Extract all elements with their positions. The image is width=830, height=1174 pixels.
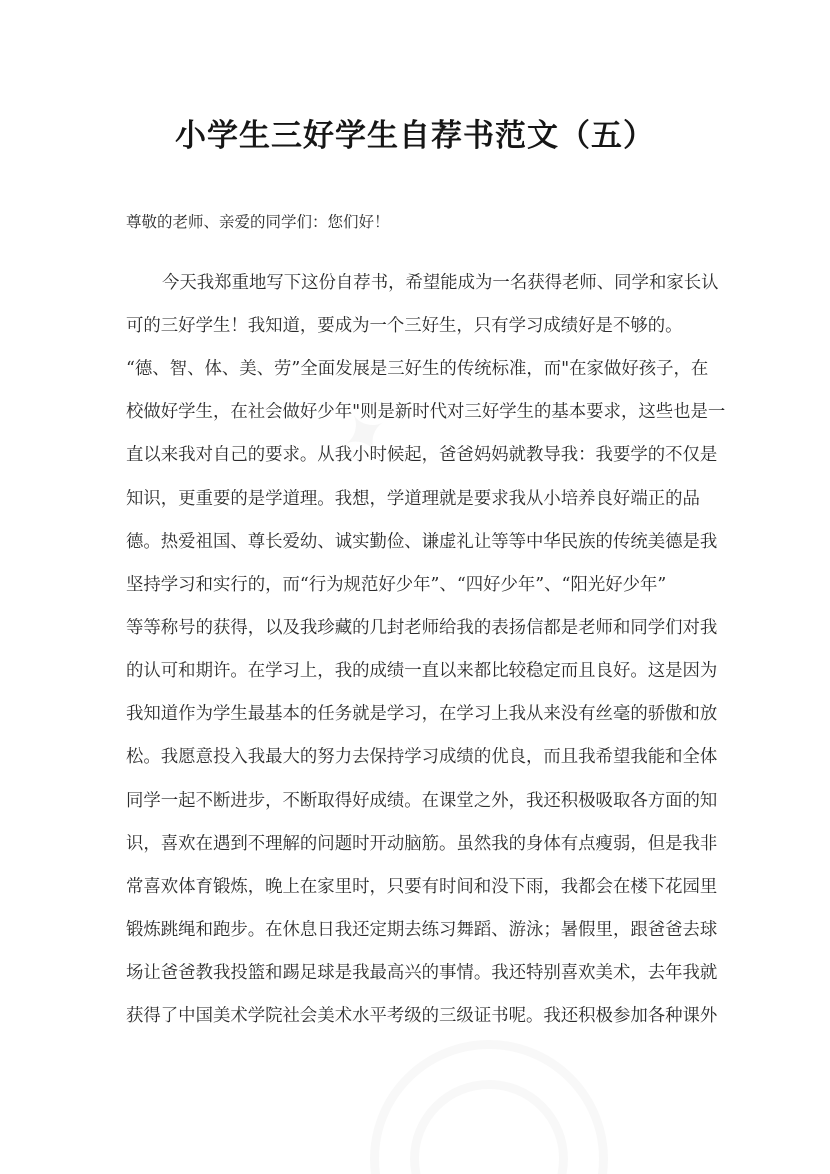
body-line: 松。我愿意投入我最大的努力去保持学习成绩的优良，而且我希望我能和全体 <box>126 747 718 767</box>
greeting-line: 尊敬的老师、亲爱的同学们：您们好！ <box>126 213 390 231</box>
body-line: 直以来我对自己的要求。从我小时候起，爸爸妈妈就教导我：我要学的不仅是 <box>126 445 718 465</box>
body-line: 锻炼跳绳和跑步。在休息日我还定期去练习舞蹈、游泳；暑假里，跟爸爸去球 <box>126 920 718 940</box>
body-line: 等等称号的获得，以及我珍藏的几封老师给我的表扬信都是老师和同学们对我 <box>126 618 718 638</box>
body-line: 的认可和期许。在学习上，我的成绩一直以来都比较稳定而且良好。这是因为 <box>126 661 718 681</box>
body-line: 校做好学生，在社会做好少年"则是新时代对三好学生的基本要求，这些也是一 <box>126 402 726 422</box>
body-line: “德、智、体、美、劳”全面发展是三好生的传统标准，而"在家做好孩子，在 <box>126 359 709 379</box>
body-line: 德。热爱祖国、尊长爱幼、诚实勤俭、谦虚礼让等等中华民族的传统美德是我 <box>126 532 718 552</box>
body-line: 今天我郑重地写下这份自荐书，希望能成为一名获得老师、同学和家长认 <box>162 273 719 293</box>
document-title: 小学生三好学生自荐书范文（五） <box>175 118 655 154</box>
watermark-seal <box>370 1040 610 1174</box>
body-line: 可的三好学生！我知道，要成为一个三好生，只有学习成绩好是不够的。 <box>126 316 683 336</box>
body-line: 获得了中国美术学院社会美术水平考级的三级证书呢。我还积极参加各种课外 <box>126 1006 718 1026</box>
body-line: 坚持学习和实行的，而“行为规范好少年”、“四好少年”、“阳光好少年” <box>126 575 667 595</box>
body-line: 知识，更重要的是学道理。我想，学道理就是要求我从小培养良好端正的品 <box>126 489 700 509</box>
body-line: 同学一起不断进步，不断取得好成绩。在课堂之外，我还积极吸取各方面的知 <box>126 791 718 811</box>
body-line: 场让爸爸教我投篮和踢足球是我最高兴的事情。我还特别喜欢美术，去年我就 <box>126 963 718 983</box>
body-line: 识，喜欢在遇到不理解的问题时开动脑筋。虽然我的身体有点瘦弱，但是我非 <box>126 834 718 854</box>
body-line: 我知道作为学生最基本的任务就是学习，在学习上我从来没有丝毫的骄傲和放 <box>126 704 718 724</box>
body-line: 常喜欢体育锻炼，晚上在家里时，只要有时间和没下雨，我都会在楼下花园里 <box>126 877 718 897</box>
